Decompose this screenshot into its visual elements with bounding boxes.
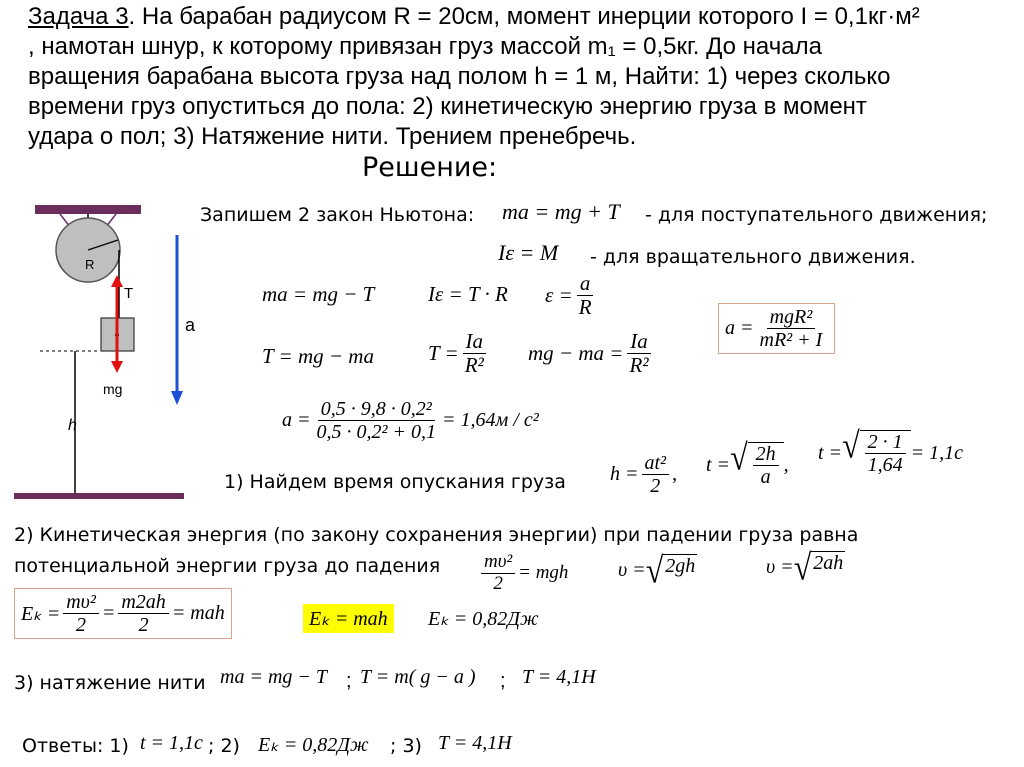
- t2-result: = 1,1с: [910, 441, 963, 464]
- ek-num2: m2ah: [118, 591, 168, 614]
- height-label: h: [68, 417, 77, 434]
- part3-sep1: ;: [346, 670, 352, 692]
- eps-num: a: [577, 272, 594, 296]
- problem-line-1: . На барабан радиусом R = 20см, момент инерции которого I = 0,1кг·м²: [128, 3, 920, 30]
- h-lhs: h =: [610, 463, 639, 485]
- part1-text: 1) Найдем время опускания груза: [224, 471, 566, 493]
- eps-den: R: [578, 295, 592, 320]
- t2-lhs: t =: [818, 441, 843, 464]
- part2-line2: потенциальной энергии груза до падения: [14, 555, 441, 577]
- task-label: Задача 3: [28, 3, 129, 30]
- part2-line1: 2) Кинетическая энергия (по закону сохранения энергии) при падении груза равна: [14, 524, 859, 546]
- eq-T-frac: [428, 330, 490, 377]
- energy-conservation-eq: [478, 552, 568, 595]
- answers-sep-2: ; 3): [390, 735, 422, 757]
- part3-sep2: ;: [500, 670, 506, 692]
- v1-rad: 2gh: [663, 554, 697, 586]
- highlight-kinetic-energy: Eₖ = mah: [303, 604, 394, 633]
- v2-lhs: υ =: [766, 555, 794, 578]
- floor-bar: [14, 493, 184, 499]
- solution-title: Решение:: [362, 152, 498, 183]
- answers-label: Ответы: 1): [22, 735, 129, 757]
- part1-t-value: t = √ $\frac{2 \cdot 1}{1,64}$ = 1,1с: [818, 424, 963, 476]
- h-den: 2: [650, 475, 661, 497]
- problem-statement: [28, 2, 1018, 152]
- radius-label: R: [85, 257, 95, 272]
- ek-den1: 2: [76, 614, 87, 636]
- calc-acceleration: [282, 398, 539, 443]
- T-den: R²: [464, 353, 484, 378]
- problem-line-3: вращения барабана высота груза над полом h = 1 м, Найти: 1) через сколько: [28, 63, 891, 90]
- boxed-kinetic-energy: [14, 588, 232, 639]
- velocity-eq-2: υ = √ 2ah: [766, 546, 844, 588]
- rotational-equation: Iε = M: [498, 240, 559, 265]
- rotational-note: - для вращательного движения.: [590, 246, 916, 268]
- v2-rad: 2ah: [811, 551, 845, 583]
- eq-torque: Iε = T · R: [428, 282, 508, 306]
- part1-t-eq: t = √ $\frac{2h}{a}$ ,: [706, 436, 789, 488]
- calc-num: 0,5 · 9,8 · 0,2²: [318, 398, 435, 421]
- t-lhs: t =: [706, 453, 731, 476]
- energy-num: mυ²: [481, 552, 515, 574]
- kinetic-energy-value: Eₖ = 0,82Дж: [428, 608, 539, 630]
- eq-epsilon: [545, 272, 598, 319]
- boxed-acceleration: [718, 303, 835, 354]
- t2-den: 1,64: [867, 454, 903, 476]
- h-num: at²: [642, 452, 670, 475]
- ceiling-bar: [35, 205, 141, 214]
- mg-den: R²: [629, 353, 649, 378]
- calc-den: 0,5 · 0,2² + 0,1: [316, 421, 436, 443]
- calc-result: = 1,64м / с²: [442, 409, 539, 431]
- mg-num: Ia: [627, 330, 651, 354]
- part3-eq2: T = m( g − a ): [360, 666, 476, 688]
- answer-1: t = 1,1c: [140, 732, 203, 754]
- T-lhs: T =: [428, 341, 459, 366]
- energy-rhs: = mgh: [518, 562, 569, 584]
- newton-label: Запишем 2 закон Ньютона:: [200, 204, 475, 226]
- ek-mid: =: [101, 602, 116, 624]
- energy-den: 2: [493, 572, 503, 594]
- eq-ma: ma = mg − T: [262, 282, 375, 306]
- boxed-den: mR² + I: [759, 329, 823, 351]
- velocity-eq-1: υ = √ 2gh: [618, 549, 696, 591]
- translational-equation: ma = mg + T: [502, 199, 620, 224]
- ek-lhs: Eₖ =: [21, 603, 61, 625]
- answers-sep-1: ; 2): [208, 735, 240, 757]
- eq-tension: T = mg − ma: [262, 344, 374, 368]
- eq-combined: [528, 330, 655, 377]
- part3-text: 3) натяжение нити: [14, 672, 206, 694]
- ek-num1: mυ²: [63, 591, 99, 614]
- tension-label: T: [124, 285, 134, 302]
- translational-note: - для поступательного движения;: [645, 204, 988, 226]
- T-num: Ia: [463, 330, 487, 354]
- t-den: a: [760, 466, 771, 488]
- t2-num: 2 · 1: [865, 431, 906, 454]
- boxed-lhs: a =: [725, 317, 754, 339]
- pulley-diagram: [0, 195, 200, 505]
- answer-2: Eₖ = 0,82Дж: [258, 734, 369, 756]
- accel-label: a: [185, 315, 196, 335]
- problem-line-4: времени груз опуститься до пола: 2) кинетическую энергию груза в момент: [28, 93, 867, 120]
- t-num: 2h: [753, 443, 779, 466]
- weight-label: mg: [103, 381, 123, 397]
- boxed-num: mgR²: [767, 306, 816, 329]
- v1-lhs: υ =: [618, 558, 646, 581]
- part3-eq3: T = 4,1H: [522, 666, 596, 688]
- eps-lhs: ε =: [545, 283, 573, 308]
- answer-3: T = 4,1H: [438, 732, 512, 754]
- part1-h-eq: h = $\frac{\text{at²}}{2}$ ,: [610, 452, 678, 497]
- ek-rhs: = mah: [171, 602, 225, 624]
- mg-lhs: mg − ma =: [528, 341, 624, 366]
- part3-eq1: ma = mg − T: [220, 666, 328, 688]
- ek-den2: 2: [138, 614, 149, 636]
- problem-line-5: удара о пол; 3) Натяжение нити. Трением пренебречь.: [28, 123, 637, 150]
- problem-line-2: , намотан шнур, к которому привязан груз массой m₁ = 0,5кг. До начала: [28, 33, 822, 60]
- calc-lhs: a =: [282, 409, 311, 431]
